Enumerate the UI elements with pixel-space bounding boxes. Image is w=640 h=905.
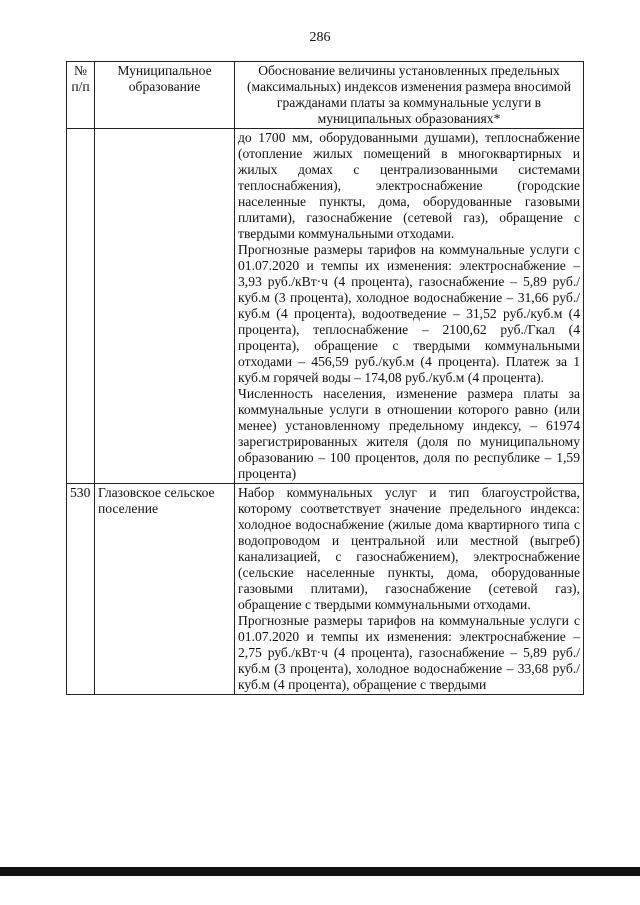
justification-paragraph: до 1700 мм, оборудованными душами), теплоснабжение (отопление жилых помещений в многоквартирных и жилых домах с централизованными системами теплоснабжения), электроснабжение (городские населенные пункты, дома, оборудованные газовыми плитами), газоснабжение (сетевой газ), обращение с твердыми коммунальными отходами. — [238, 130, 580, 241]
header-justification: Обоснование величины установленных предельных (максимальных) индексов изменения размера вносимой гражданами платы за коммунальные услуги в муниципальных образованиях* — [235, 62, 584, 129]
header-number: № п/п — [67, 62, 95, 129]
table-header-row — [67, 62, 584, 129]
justification-paragraph: Набор коммунальных услуг и тип благоустройства, которому соответствует значение предельного индекса: холодное водоснабжение (жилые дома квартирного типа с водопроводом и центральной или местной (выгреб) канализацией, с газоснабжением), электроснабжение (сельские населенные пункты, дома, оборудованные газовыми плитами), газоснабжение (сетевой газ), обращение с твердыми коммунальными отходами. — [238, 485, 580, 612]
row-municipality: Глазовское сельское поселение — [95, 484, 235, 695]
justification-paragraph: Прогнозные размеры тарифов на коммунальные услуги с 01.07.2020 и темпы их изменения: электроснабжение – 2,75 руб./кВт·ч (4 процента), газоснабжение – 5,89 руб./куб.м (3 процента), холодное водоснабжение – 33,68 руб./куб.м (4 процента), обращение с твердыми — [238, 613, 580, 692]
page-number: 286 — [309, 30, 331, 45]
row-municipality — [95, 129, 235, 484]
table-row — [67, 484, 584, 695]
scan-edge-bar — [0, 867, 640, 876]
row-number — [67, 129, 95, 484]
row-justification — [235, 129, 584, 484]
justification-paragraph: Численность населения, изменение размера платы за коммунальные услуги в отношении которого равно (или менее) установленному предельному индексу, – 61974 зарегистрированных жителя (доля по муниципальному образованию – 100 процентов, доля по республике – 1,59 процента) — [238, 386, 580, 481]
table-row — [67, 129, 584, 484]
row-number: 530 — [67, 484, 95, 695]
row-justification — [235, 484, 584, 695]
tariff-table — [66, 61, 584, 695]
header-municipality: Муниципальное образование — [95, 62, 235, 129]
justification-paragraph: Прогнозные размеры тарифов на коммунальные услуги с 01.07.2020 и темпы их изменения: электроснабжение – 3,93 руб./кВт·ч (4 процента), газоснабжение – 5,89 руб./куб.м (3 процента), холодное водоснабжение – 31,66 руб./куб.м (4 процента), водоотведение – 31,52 руб./куб.м (4 процента), теплоснабжение – 2100,62 руб./Гкал (4 процента), обращение с твердыми коммунальными отходами – 456,59 руб./куб.м (4 процента). Платеж за 1 куб.м горячей воды – 174,08 руб./куб.м (4 процента). — [238, 242, 580, 385]
